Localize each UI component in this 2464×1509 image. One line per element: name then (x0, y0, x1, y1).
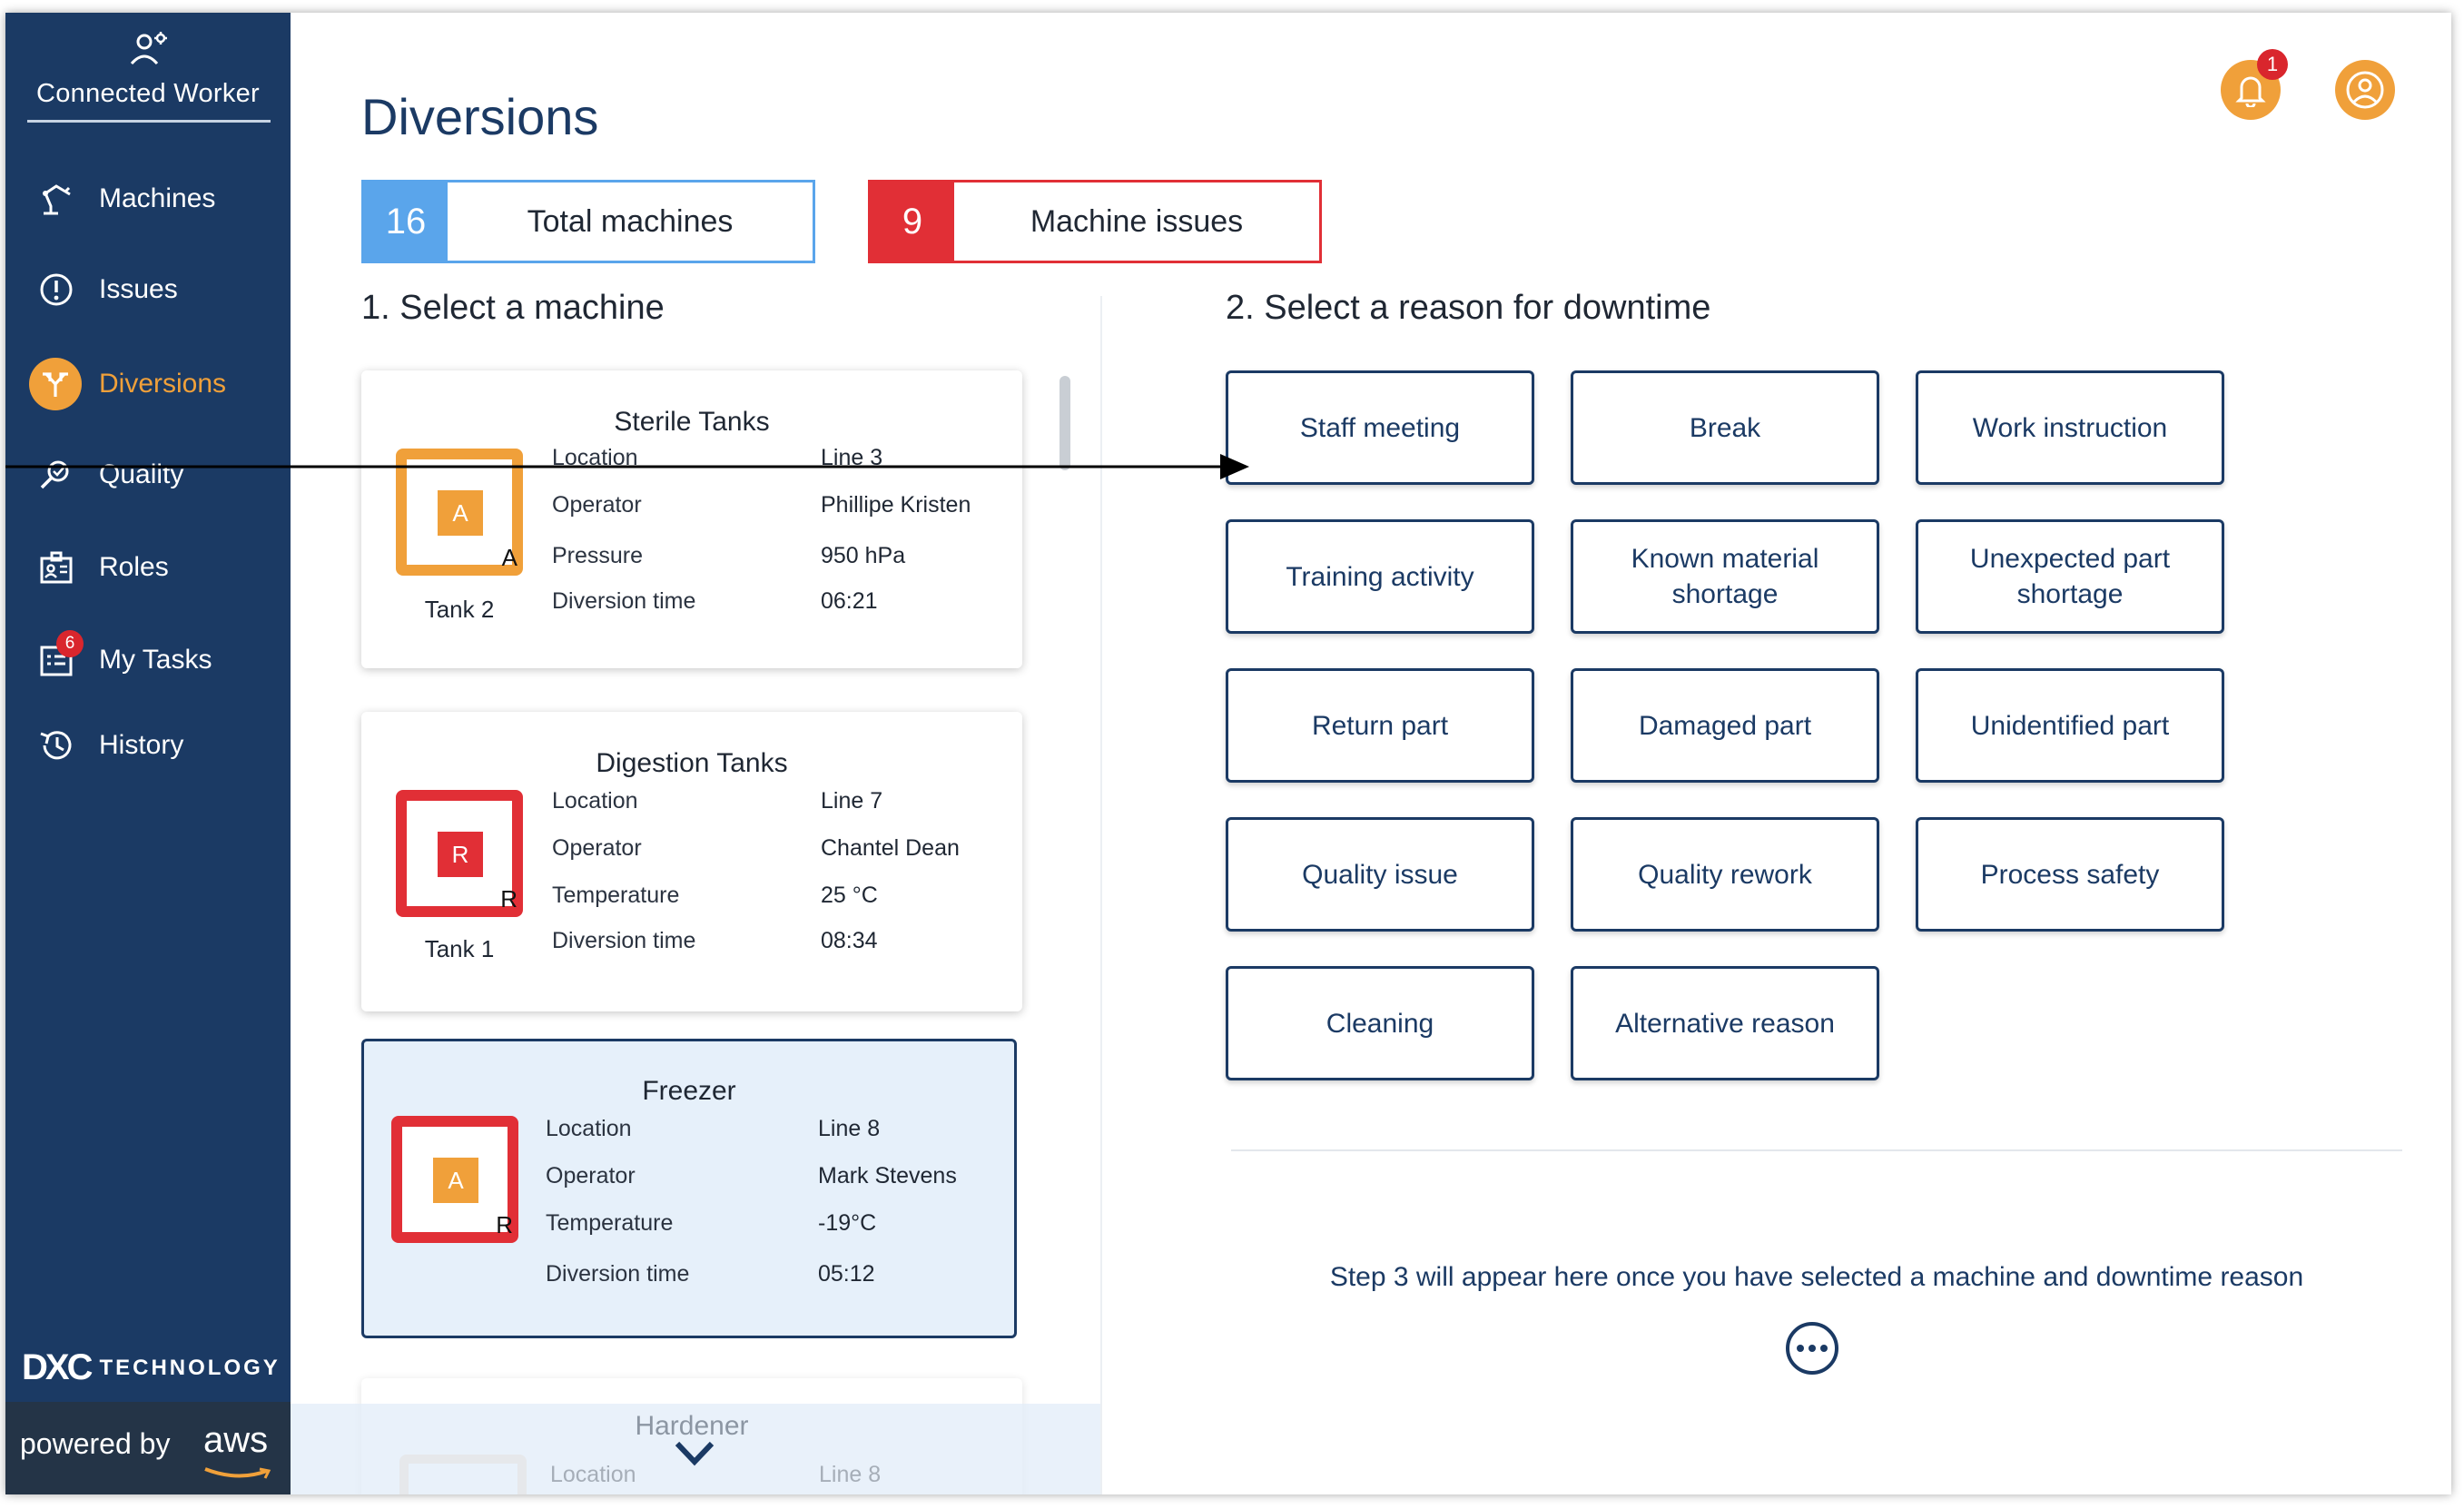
reason-alternative-reason[interactable]: Alternative reason (1571, 966, 1879, 1080)
reason-quality-rework[interactable]: Quality rework (1571, 817, 1879, 932)
field-label: Location (552, 788, 638, 814)
aws-smile-icon (203, 1467, 272, 1480)
field-value: Line 3 (821, 445, 883, 470)
reason-work-instruction[interactable]: Work instruction (1916, 370, 2224, 485)
machine-card-freezer[interactable] (361, 1039, 1017, 1338)
machine-card-digestion-tanks[interactable] (361, 712, 1022, 1011)
machine-issues-label: Machine issues (1030, 203, 1244, 239)
status-letter: A (433, 1158, 478, 1203)
status-corner-letter: A (501, 544, 517, 571)
sidebar-item-diversions[interactable] (5, 352, 291, 416)
field-value: Line 8 (818, 1116, 881, 1141)
machine-status-icon (391, 1116, 518, 1243)
reason-unexpected-part-shortage[interactable]: Unexpected part shortage (1916, 519, 2224, 634)
dxc-logo (22, 1347, 281, 1388)
sidebar-item-my-tasks[interactable] (5, 628, 291, 692)
annotation-arrow (5, 449, 1258, 485)
field-value: 08:34 (821, 928, 878, 953)
field-label: Diversion time (552, 928, 696, 953)
total-machines-count: 16 (364, 182, 448, 261)
machine-issues-stat[interactable] (868, 180, 1322, 263)
app-frame (5, 13, 2451, 1494)
status-letter: R (438, 832, 483, 877)
page-title: Diversions (361, 88, 599, 145)
status-letter: A (438, 490, 483, 536)
dxc-technology-text: TECHNOLOGY (99, 1355, 281, 1380)
field-label: Pressure (552, 543, 644, 568)
status-corner-letter: R (500, 885, 517, 912)
machine-name: Freezer (642, 1076, 736, 1106)
tank-label: Tank 2 (424, 596, 495, 623)
sidebar-item-roles[interactable] (5, 536, 291, 599)
step1-title: 1. Select a machine (361, 289, 665, 327)
machine-name-faded: Hardener (635, 1411, 749, 1441)
bell-icon (2234, 73, 2267, 107)
reason-return-part[interactable]: Return part (1226, 668, 1534, 783)
robot-arm-icon (34, 177, 78, 221)
field-value: Chantel Dean (821, 835, 960, 861)
brand-divider (27, 120, 271, 123)
dxc-mark: DXC (22, 1347, 91, 1387)
field-value-faded: Line 8 (819, 1462, 882, 1487)
brand[interactable] (5, 31, 291, 109)
reason-training-activity[interactable]: Training activity (1226, 519, 1534, 634)
sidebar-item-machines[interactable] (5, 167, 291, 231)
status-corner-letter: R (496, 1211, 513, 1238)
powered-by-aws (5, 1402, 291, 1494)
field-label: Operator (552, 492, 642, 518)
field-label: Temperature (552, 883, 680, 908)
id-badge-icon (34, 546, 78, 589)
step2-title: 2. Select a reason for downtime (1226, 289, 1711, 327)
machine-card-sterile-tanks[interactable] (361, 370, 1022, 668)
tank-label: Tank 1 (424, 935, 495, 962)
field-value: Phillipe Kristen (821, 492, 971, 518)
machine-status-icon (396, 790, 523, 917)
reason-process-safety[interactable]: Process safety (1916, 817, 2224, 932)
field-label: Location (552, 445, 638, 470)
field-label: Operator (546, 1163, 636, 1188)
sidebar-item-label: My Tasks (99, 645, 212, 675)
user-avatar-icon (2344, 69, 2386, 111)
aws-logo-text: aws (203, 1420, 269, 1460)
fork-icon (29, 358, 82, 410)
machine-issues-count: 9 (871, 182, 954, 261)
field-label: Location (546, 1116, 632, 1141)
sidebar-item-history[interactable] (5, 714, 291, 777)
machine-name: Digestion Tanks (596, 748, 788, 778)
sidebar-item-label: Issues (99, 274, 178, 304)
powered-by-text: powered by (20, 1427, 171, 1460)
total-machines-stat[interactable] (361, 180, 815, 263)
user-profile-button[interactable] (2335, 60, 2395, 120)
sidebar-item-issues[interactable] (5, 258, 291, 321)
alert-circle-icon (34, 268, 78, 311)
field-value: 950 hPa (821, 543, 906, 568)
tasks-count-badge: 6 (56, 630, 84, 657)
field-value: Mark Stevens (818, 1163, 957, 1188)
sidebar (5, 13, 291, 1494)
reason-staff-meeting[interactable]: Staff meeting (1226, 370, 1534, 485)
scroll-down-chevron-icon[interactable] (672, 1436, 717, 1469)
machine-name: Sterile Tanks (614, 407, 770, 437)
sidebar-item-label: Machines (99, 183, 216, 213)
total-machines-label: Total machines (527, 203, 734, 239)
sidebar-item-label: Diversions (99, 369, 227, 399)
reason-known-material-shortage[interactable]: Known material shortage (1571, 519, 1879, 634)
field-value: 06:21 (821, 588, 878, 614)
step3-placeholder-text: Step 3 will appear here once you have selected a machine and downtime reason (1329, 1262, 2304, 1292)
field-label: Diversion time (546, 1261, 690, 1287)
field-label-faded: Location (550, 1462, 636, 1487)
field-value: Line 7 (821, 788, 883, 814)
field-label: Diversion time (552, 588, 696, 614)
sidebar-item-label: History (99, 730, 184, 760)
sidebar-item-label: Roles (99, 552, 169, 582)
reason-damaged-part[interactable]: Damaged part (1571, 668, 1879, 783)
history-icon (34, 724, 78, 767)
step3-divider (1231, 1149, 2402, 1151)
reason-cleaning[interactable]: Cleaning (1226, 966, 1534, 1080)
more-options-icon (1786, 1322, 1838, 1375)
notifications-badge: 1 (2257, 49, 2288, 80)
field-label: Temperature (546, 1210, 674, 1236)
field-value: 05:12 (818, 1261, 875, 1287)
field-value: -19°C (818, 1210, 877, 1236)
field-value: 25 °C (821, 883, 878, 908)
reason-unidentified-part[interactable]: Unidentified part (1916, 668, 2224, 783)
field-label: Operator (552, 835, 642, 861)
reason-break[interactable]: Break (1571, 370, 1879, 485)
reason-quality-issue[interactable]: Quality issue (1226, 817, 1534, 932)
sidebar-item-label: Quality (99, 459, 184, 489)
connected-worker-logo-icon (126, 31, 170, 69)
app-title: Connected Worker (35, 79, 261, 108)
